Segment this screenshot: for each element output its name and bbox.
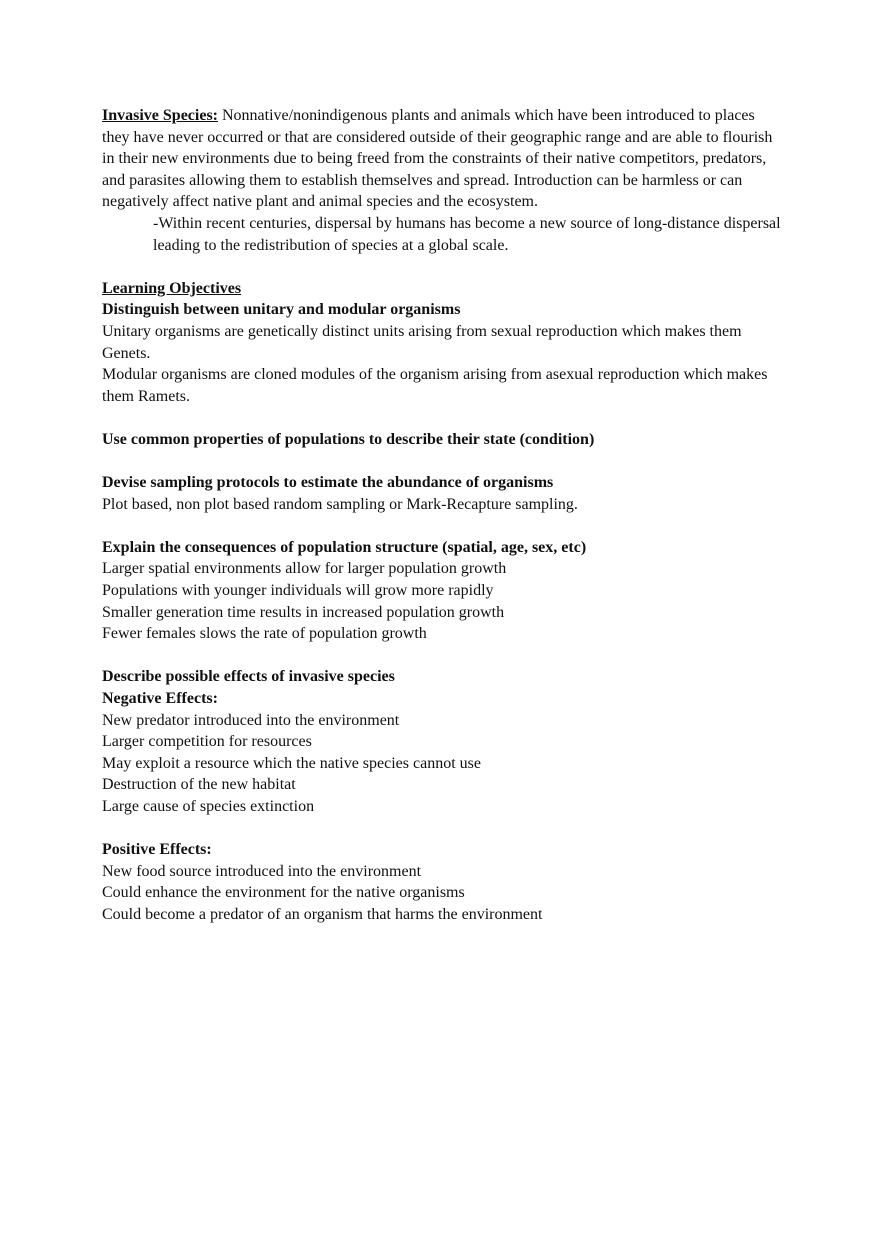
structure-line: Larger spatial environments allow for larger population growth (102, 560, 507, 578)
modular-text: Modular organisms are cloned modules of the organism arising from asexual reproduction which makes them Ramets. (102, 366, 768, 405)
spacer (102, 645, 782, 667)
negative-effect-item: May exploit a resource which the native species cannot use (102, 754, 481, 772)
properties-heading: Use common properties of populations to describe their state (condition) (102, 430, 595, 448)
structure-heading: Explain the consequences of population structure (spatial, age, sex, etc) (102, 538, 587, 556)
negative-effect-item: Large cause of species extinction (102, 798, 315, 815)
unitary-heading: Distinguish between unitary and modular organisms (102, 301, 461, 319)
term-invasive-species: Invasive Species: (102, 107, 218, 124)
structure-line: Smaller generation time results in increased population growth (102, 603, 505, 621)
intro-paragraph (102, 105, 782, 213)
spacer (102, 256, 782, 278)
structure-line: Fewer females slows the rate of population growth (102, 625, 427, 643)
negative-effect-item: New predator introduced into the environment (102, 711, 400, 729)
spacer (102, 515, 782, 537)
document-page (102, 105, 782, 926)
negative-effects-heading: Negative Effects: (102, 690, 218, 708)
unitary-text: Unitary organisms are genetically distinct units arising from sexual reproduction which makes them Genets. (102, 322, 742, 362)
intro-note: -Within recent centuries, dispersal by humans has become a new source of long-distance dispersal leading to the redistribution of species at a global scale. (153, 214, 781, 254)
spacer (102, 407, 782, 429)
negative-effect-item: Larger competition for resources (102, 733, 312, 751)
spacer (102, 818, 782, 840)
positive-effect-item: Could become a predator of an organism that harms the environment (102, 905, 543, 923)
positive-effect-item: New food source introduced into the environment (102, 862, 422, 880)
effects-heading: Describe possible effects of invasive species (102, 668, 395, 686)
learning-objectives-heading: Learning Objectives (102, 279, 242, 297)
negative-effect-item: Destruction of the new habitat (102, 776, 296, 794)
structure-line: Populations with younger individuals will grow more rapidly (102, 582, 494, 600)
intro-definition: Nonnative/nonindigenous plants and animals which have been introduced to places they have never occurred or that are considered outside of their geographic range and are able to flourish in their new environments due to being freed from the constraints of their native competitors, predators, and parasites allowing them to establish themselves and spread. Introduction can be harmless or can negatively affect native plant and animal species and the ecosystem. (102, 107, 773, 211)
sampling-heading: Devise sampling protocols to estimate the abundance of organisms (102, 474, 554, 492)
sampling-text: Plot based, non plot based random sampling or Mark-Recapture sampling. (102, 495, 578, 513)
positive-effect-item: Could enhance the environment for the native organisms (102, 884, 465, 902)
spacer (102, 451, 782, 473)
positive-effects-heading: Positive Effects: (102, 841, 212, 859)
